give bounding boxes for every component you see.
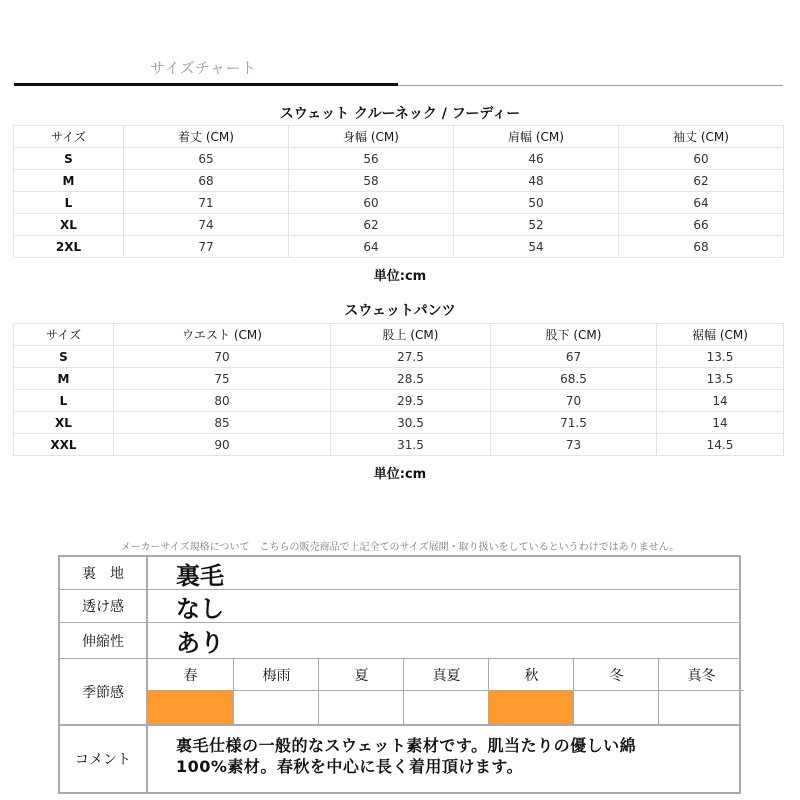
value-cell: 52 — [454, 214, 619, 236]
value-cell: 54 — [454, 236, 619, 258]
table-row — [14, 368, 784, 390]
season-summer — [318, 659, 404, 724]
season-name: 真冬 — [659, 659, 744, 691]
value-cell: 14 — [657, 390, 784, 412]
table-header-row — [14, 126, 784, 148]
column-header: サイズ — [14, 324, 114, 346]
column-header: サイズ — [14, 126, 124, 148]
size-chart-heading: サイズチャート — [150, 59, 257, 77]
size-cell: XL — [14, 214, 124, 236]
value-cell: 68 — [619, 236, 784, 258]
stretch-value: あり — [176, 629, 224, 657]
size-cell: XXL — [14, 434, 114, 456]
season-name: 夏 — [319, 659, 404, 691]
column-header: 袖丈 (CM) — [619, 126, 784, 148]
value-cell: 62 — [289, 214, 454, 236]
value-cell: 75 — [114, 368, 331, 390]
value-cell: 90 — [114, 434, 331, 456]
size-cell: S — [14, 148, 124, 170]
season-indicator — [148, 691, 233, 724]
table-header-row — [14, 324, 784, 346]
table-row — [14, 170, 784, 192]
column-header: 身幅 (CM) — [289, 126, 454, 148]
value-cell: 60 — [289, 192, 454, 214]
column-header: 肩幅 (CM) — [454, 126, 619, 148]
table-row — [14, 236, 784, 258]
season-grid — [148, 659, 739, 724]
sheerness-label: 透け感 — [60, 590, 148, 622]
value-cell: 64 — [289, 236, 454, 258]
season-name: 真夏 — [404, 659, 489, 691]
value-cell: 13.5 — [657, 368, 784, 390]
value-cell: 50 — [454, 192, 619, 214]
value-cell: 27.5 — [331, 346, 491, 368]
table2-title: スウェットパンツ — [344, 303, 456, 319]
comment-row — [60, 725, 739, 792]
season-indicator — [234, 691, 319, 724]
table-row — [14, 390, 784, 412]
column-header: 股上 (CM) — [331, 324, 491, 346]
value-cell: 48 — [454, 170, 619, 192]
value-cell: 77 — [124, 236, 289, 258]
value-cell: 58 — [289, 170, 454, 192]
size-cell: L — [14, 390, 114, 412]
value-cell: 62 — [619, 170, 784, 192]
value-cell: 74 — [124, 214, 289, 236]
value-cell: 29.5 — [331, 390, 491, 412]
size-cell: 2XL — [14, 236, 124, 258]
column-header: 股下 (CM) — [491, 324, 657, 346]
value-cell: 67 — [491, 346, 657, 368]
comment-line: 裏毛仕様の一般的なスウェット素材です。肌当たりの優しい綿 — [176, 736, 637, 755]
season-indicator — [659, 691, 744, 724]
value-cell: 68.5 — [491, 368, 657, 390]
value-cell: 68 — [124, 170, 289, 192]
size-cell: M — [14, 170, 124, 192]
season-midwinter — [658, 659, 744, 724]
value-cell: 60 — [619, 148, 784, 170]
comment-line: 100%素材。春秋を中心に長く着用頂けます。 — [176, 757, 524, 776]
season-rainy — [233, 659, 319, 724]
value-cell: 70 — [114, 346, 331, 368]
season-spring — [148, 659, 233, 724]
value-cell: 70 — [491, 390, 657, 412]
size-cell: L — [14, 192, 124, 214]
season-indicator — [574, 691, 659, 724]
table-row — [14, 192, 784, 214]
sweat-top-size-table — [13, 125, 784, 258]
table1-unit: 単位:cm — [373, 269, 427, 284]
size-cell: S — [14, 346, 114, 368]
season-row — [60, 659, 739, 726]
value-cell: 14 — [657, 412, 784, 434]
value-cell: 31.5 — [331, 434, 491, 456]
size-cell: M — [14, 368, 114, 390]
comment-text — [176, 735, 729, 777]
season-name: 秋 — [489, 659, 574, 691]
season-name: 冬 — [574, 659, 659, 691]
season-midsummer — [403, 659, 489, 724]
lining-label: 裏 地 — [60, 557, 148, 589]
season-name: 梅雨 — [234, 659, 319, 691]
season-autumn — [488, 659, 574, 724]
sheerness-row — [60, 590, 739, 623]
value-cell: 28.5 — [331, 368, 491, 390]
value-cell: 46 — [454, 148, 619, 170]
season-indicator — [319, 691, 404, 724]
value-cell: 64 — [619, 192, 784, 214]
value-cell: 30.5 — [331, 412, 491, 434]
stretch-label: 伸縮性 — [60, 623, 148, 658]
size-note: メーカーサイズ規格について こちらの販売商品で上記全てのサイズ展開・取り扱いをしているというわけではありません。 — [120, 542, 680, 553]
season-winter — [573, 659, 659, 724]
value-cell: 80 — [114, 390, 331, 412]
value-cell: 66 — [619, 214, 784, 236]
sheerness-value: なし — [176, 594, 224, 623]
size-cell: XL — [14, 412, 114, 434]
value-cell: 65 — [124, 148, 289, 170]
table-row — [14, 214, 784, 236]
value-cell: 71.5 — [491, 412, 657, 434]
sweat-pants-size-table — [13, 323, 784, 456]
heading-underline-thin — [398, 85, 783, 86]
table-row — [14, 346, 784, 368]
season-indicator — [489, 691, 574, 724]
value-cell: 13.5 — [657, 346, 784, 368]
stretch-row — [60, 623, 739, 659]
value-cell: 56 — [289, 148, 454, 170]
lining-row — [60, 557, 739, 590]
table-row — [14, 412, 784, 434]
column-header: ウエスト (CM) — [114, 324, 331, 346]
value-cell: 14.5 — [657, 434, 784, 456]
value-cell: 73 — [491, 434, 657, 456]
season-name: 春 — [148, 659, 233, 691]
season-indicator — [404, 691, 489, 724]
table1-title: スウェット クルーネック / フーディー — [279, 106, 521, 122]
table2-unit: 単位:cm — [373, 467, 427, 482]
value-cell: 71 — [124, 192, 289, 214]
value-cell: 85 — [114, 412, 331, 434]
fabric-spec-box — [58, 555, 741, 794]
column-header: 着丈 (CM) — [124, 126, 289, 148]
table-row — [14, 148, 784, 170]
heading-underline-bold — [14, 83, 398, 86]
table-row — [14, 434, 784, 456]
column-header: 裾幅 (CM) — [657, 324, 784, 346]
lining-value: 裏毛 — [176, 561, 224, 590]
season-label: 季節感 — [60, 659, 148, 724]
comment-label: コメント — [60, 725, 148, 792]
